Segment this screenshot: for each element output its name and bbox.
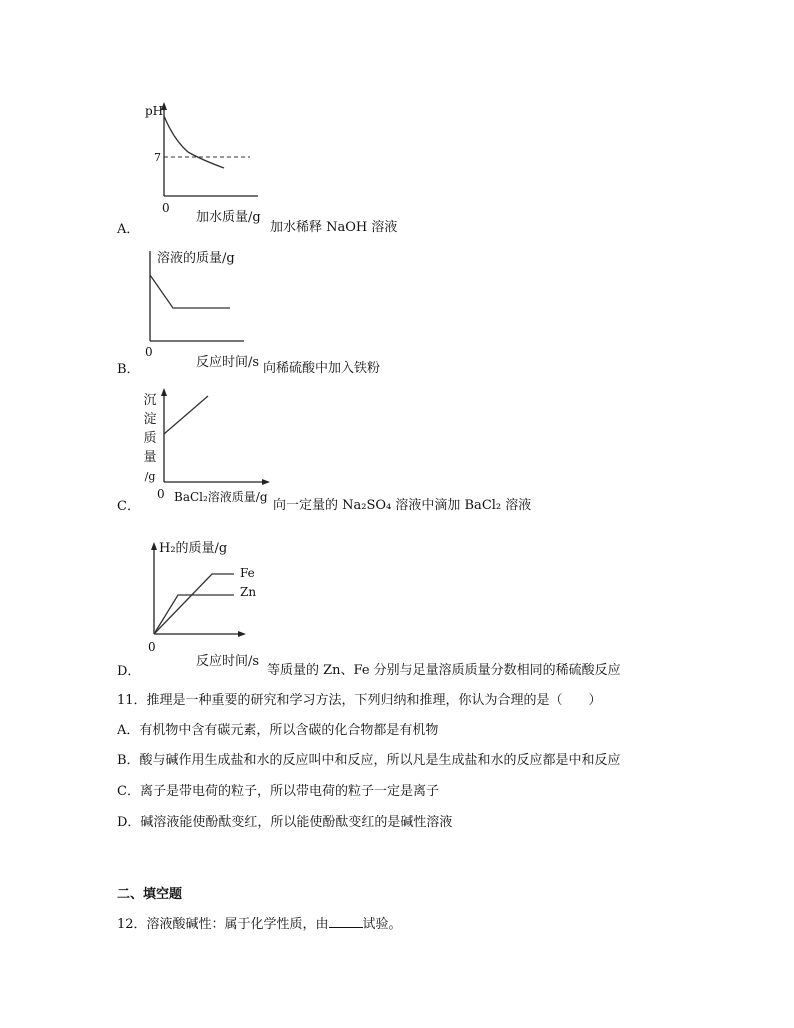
- chart-c: [150, 384, 280, 494]
- q12: [117, 913, 402, 932]
- chart-c-y-arrow: [161, 388, 167, 396]
- chart-b-origin: 0: [145, 345, 153, 359]
- q11-option-b: B．酸与碱作用生成盐和水的反应叫中和反应，所以凡是生成盐和水的反应都是中和反应: [117, 753, 621, 768]
- option-a-letter: A．: [117, 222, 140, 237]
- option-a-caption: 加水稀释 NaOH 溶液: [270, 220, 398, 235]
- chart-d-fe-line: [154, 574, 234, 634]
- option-b-letter: B．: [117, 362, 140, 377]
- chart-d-series-fe: Fe: [240, 566, 255, 580]
- chart-d-origin: 0: [148, 640, 156, 654]
- chart-a: [140, 100, 280, 220]
- option-d-letter: D．: [117, 664, 141, 679]
- option-d-caption: 等质量的 Zn、Fe 分别与足量溶质质量分数相同的稀硫酸反应: [267, 663, 621, 678]
- q11-stem: 11．推理是一种重要的研究和学习方法，下列归纳和推理，你认为合理的是（ ）: [117, 693, 602, 708]
- q12-answer-blank[interactable]: [329, 915, 363, 928]
- q12-prefix: 12．溶液酸碱性：属于化学性质，由: [117, 917, 329, 932]
- chart-d-y-arrow: [151, 542, 157, 550]
- chart-c-ylabel-char: 量: [143, 450, 157, 465]
- chart-b-ylabel: 溶液的质量/g: [157, 251, 235, 266]
- chart-d-zn-line: [154, 595, 234, 634]
- chart-a-ylabel: pH: [145, 104, 164, 118]
- chart-c-ylabel-char: /g: [144, 470, 156, 483]
- chart-d-x-arrow: [238, 631, 246, 637]
- chart-b-xlabel: 反应时间/s: [196, 355, 260, 370]
- chart-a-curve: [164, 116, 224, 168]
- chart-d-series-zn: Zn: [240, 585, 257, 599]
- chart-d-xlabel: 反应时间/s: [196, 654, 260, 669]
- section-title: 二、填空题: [117, 887, 183, 902]
- q11-option-c: C．离子是带电荷的粒子，所以带电荷的粒子一定是离子: [117, 784, 439, 799]
- chart-d-ylabel: H₂的质量/g: [159, 541, 228, 556]
- chart-c-ylabel-char: 质: [143, 431, 157, 446]
- chart-a-origin: 0: [162, 201, 170, 215]
- q12-suffix: 试验。: [362, 917, 402, 932]
- chart-b-curve: [150, 275, 230, 308]
- q11-option-a: A．有机物中含有碳元素，所以含碳的化合物都是有机物: [117, 723, 439, 738]
- chart-a-tick-7: 7: [154, 151, 161, 164]
- chart-c-xlabel: BaCl₂溶液质量/g: [174, 490, 268, 504]
- option-c-caption: 向一定量的 Na₂SO₄ 溶液中滴加 BaCl₂ 溶液: [273, 498, 532, 513]
- q11-option-d: D．碱溶液能使酚酞变红，所以能使酚酞变红的是碱性溶液: [117, 815, 453, 830]
- chart-c-ylabel-char: 沉: [143, 393, 157, 408]
- chart-a-xlabel: 加水质量/g: [196, 210, 261, 225]
- chart-c-line: [164, 396, 208, 434]
- chart-c-origin: 0: [157, 487, 165, 501]
- option-b-caption: 向稀硫酸中加入铁粉: [263, 361, 381, 376]
- option-c-letter: C．: [117, 499, 140, 514]
- chart-c-x-arrow: [262, 479, 270, 485]
- chart-c-ylabel-char: 淀: [143, 412, 157, 427]
